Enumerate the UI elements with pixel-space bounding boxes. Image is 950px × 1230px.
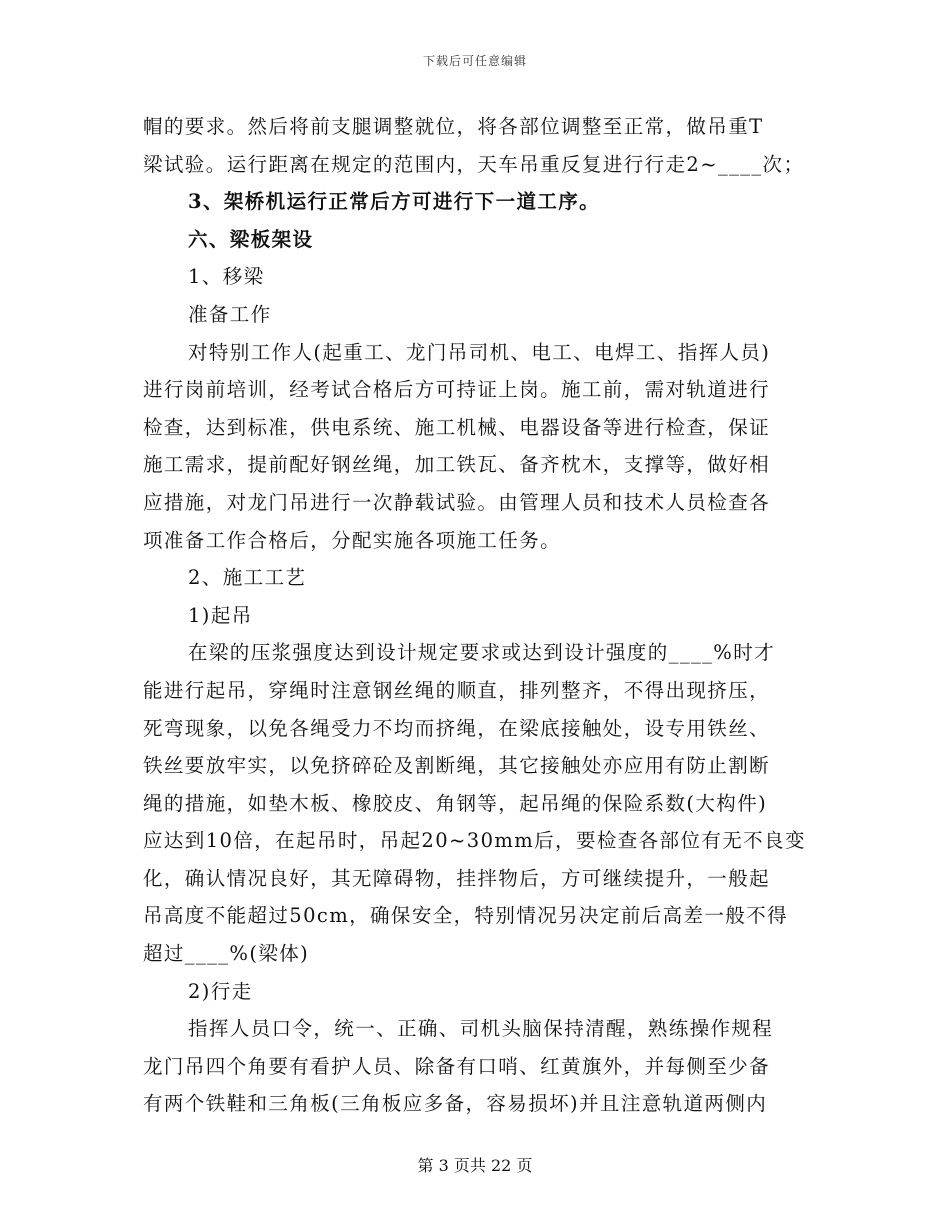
subsection-heading: 2、施工工艺 (188, 566, 307, 590)
subheading: 2)行走 (188, 979, 253, 1003)
body-line: 检查，达到标准，供电系统、施工机械、电器设备等进行检查，保证 (143, 415, 771, 439)
body-line: 铁丝要放牢实，以免挤碎砼及割断绳，其它接触处亦应用有防止割断 (143, 754, 771, 778)
body-line: 对特别工作人(起重工、龙门吊司机、电工、电焊工、指挥人员) (188, 340, 771, 364)
subsection-heading: 1、移梁 (188, 265, 265, 289)
body-line: 吊高度不能超过50cm，确保安全，特别情况另决定前后高差一般不得 (143, 904, 789, 928)
body-line: 应达到10倍，在起吊时，吊起20~30mm后，要检查各部位有无不良变 (143, 829, 806, 853)
body-line: 进行岗前培训，经考试合格后方可持证上岗。施工前，需对轨道进行 (143, 378, 771, 402)
body-line: 龙门吊四个角要有看护人员、除备有口哨、红黄旗外，并每侧至少备 (143, 1054, 771, 1078)
body-line: 施工需求，提前配好钢丝绳，加工铁瓦、备齐枕木，支撑等，做好相 (143, 453, 771, 477)
body-line: 有两个铁鞋和三角板(三角板应多备，容易损坏)并且注意轨道两侧内 (143, 1092, 768, 1116)
body-line: 绳的措施，如垫木板、橡胶皮、角钢等，起吊绳的保险系数(大构件) (143, 791, 768, 815)
body-line: 死弯现象，以免各绳受力不均而挤绳，在梁底接触处，设专用铁丝、 (143, 716, 771, 740)
document-body (143, 108, 807, 1123)
page-header: 下载后可任意编辑 (422, 54, 527, 68)
page-number: 第 3 页共 22 页 (417, 1156, 533, 1175)
body-line: 梁试验。运行距离在规定的范围内，天车吊重反复进行行走2~____次； (143, 152, 805, 176)
body-line: 指挥人员口令，统一、正确、司机头脑保持清醒，熟练操作规程 (188, 1017, 774, 1041)
body-line: 能进行起吊，穿绳时注意钢丝绳的顺直，排列整齐，不得出现挤压， (143, 678, 771, 702)
body-line: 在梁的压浆强度达到设计规定要求或达到设计强度的____%时才 (188, 641, 776, 665)
subheading: 准备工作 (188, 302, 272, 326)
body-line: 超过____%(梁体) (143, 942, 310, 966)
body-line: 化，确认情况良好，其无障碍物，挂拌物后，方可继续提升，一般起 (143, 866, 771, 890)
body-line: 3、架桥机运行正常后方可进行下一道工序。 (188, 190, 601, 214)
body-line: 应措施，对龙门吊进行一次静载试验。由管理人员和技术人员检查各 (143, 490, 771, 514)
body-line: 项准备工作合格后，分配实施各项施工任务。 (143, 528, 562, 552)
section-heading: 六、梁板架设 (188, 227, 314, 251)
subheading: 1)起吊 (188, 603, 253, 627)
body-line: 帽的要求。然后将前支腿调整就位，将各部位调整至正常，做吊重T (143, 115, 764, 138)
